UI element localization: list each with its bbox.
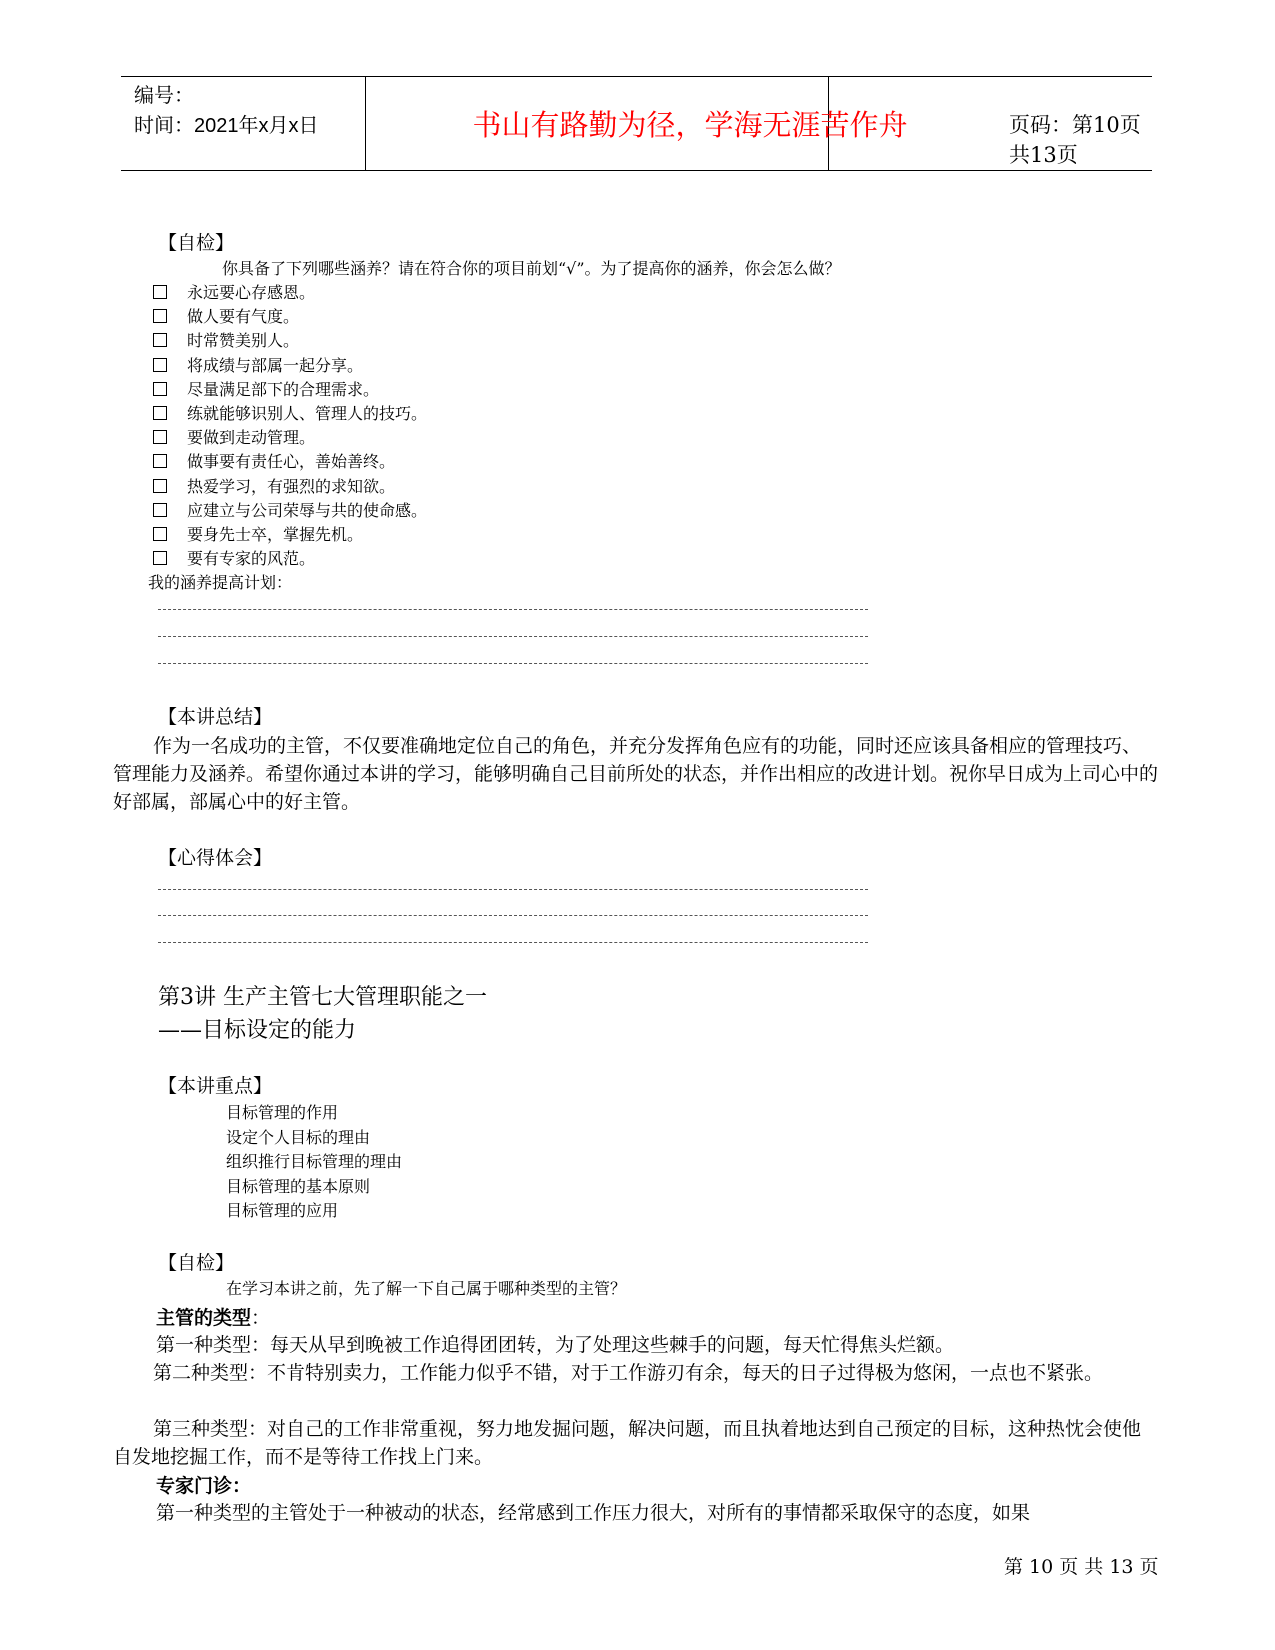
checkbox[interactable]: [153, 551, 167, 565]
checklist-item: [153, 474, 395, 497]
key-point-item: 组织推行目标管理的理由: [226, 1152, 403, 1171]
header-page-label: 页码：第10页 共13页: [1009, 113, 1141, 167]
checklist-item: [153, 328, 299, 351]
self-check-heading: 【自检】: [158, 232, 235, 254]
plan-label: 我的涵养提高计划：: [148, 573, 293, 592]
checkbox[interactable]: [153, 333, 167, 347]
checklist-item: [153, 449, 395, 472]
blank-line: [158, 889, 868, 890]
type-1-text: 第一种类型：每天从早到晚被工作追得团团转，为了处理这些棘手的问题，每天忙得焦头烂额。: [156, 1334, 955, 1356]
checkbox[interactable]: [153, 382, 167, 396]
checklist-item: [153, 546, 315, 569]
type-2-text: 第二种类型：不肯特别卖力，工作能力似乎不错，对于工作游刃有余，每天的日子过得极为悠闲，一点也不紧张。: [153, 1362, 1104, 1384]
types-heading: 主管的类型: [156, 1307, 252, 1329]
lecture-subtitle: ——目标设定的能力: [158, 1018, 357, 1043]
checklist-item: [153, 353, 363, 376]
self-check-question: 你具备了下列哪些涵养？请在符合你的项目前划“√”。为了提高你的涵养，你会怎么做？: [222, 259, 841, 278]
checklist-item: [153, 304, 299, 327]
checkbox[interactable]: [153, 309, 167, 323]
checklist-item-label: 时常赞美别人。: [187, 331, 300, 351]
checkbox[interactable]: [153, 479, 167, 493]
checklist-item: [153, 377, 379, 400]
blank-line: [158, 663, 868, 664]
lecture-title: 第3讲 生产主管七大管理职能之一: [158, 985, 487, 1010]
checklist-item: [153, 280, 315, 303]
checklist-item-label: 热爱学习，有强烈的求知欲。: [187, 476, 396, 496]
type-3-text: 第三种类型：对自己的工作非常重视，努力地发掘问题，解决问题，而且执着地达到自己预定的目标，这种热忱会使他自发地挖掘工作，而不是等待工作找上门来。: [113, 1418, 1142, 1468]
checkbox[interactable]: [153, 430, 167, 444]
checklist-item-label: 做事要有责任心，善始善终。: [187, 452, 396, 472]
self-check-heading-2: 【自检】: [158, 1252, 235, 1274]
checklist-item: [153, 425, 315, 448]
self-check-text-2: 在学习本讲之前，先了解一下自己属于哪种类型的主管？: [226, 1279, 627, 1298]
checklist-item-label: 要身先士卒，掌握先机。: [187, 525, 364, 544]
header-left-cell: [134, 81, 319, 141]
time-label: 时间：2021年x月x日: [134, 115, 319, 137]
checkbox[interactable]: [153, 358, 167, 372]
blank-line: [158, 915, 868, 916]
checkbox[interactable]: [153, 503, 167, 517]
summary-text: 作为一名成功的主管，不仅要准确地定位自己的角色，并充分发挥角色应有的功能，同时还应该具备相应的管理技巧、管理能力及涵养。希望你通过本讲的学习，能够明确自己目前所处的状态，并作出相应的改进计划。祝你早日成为上司心中的好部属，部属心中的好主管。: [113, 735, 1159, 813]
page-header: [121, 76, 1152, 171]
blank-line: [158, 609, 868, 610]
key-point-item: 目标管理的应用: [226, 1201, 339, 1220]
key-point-item: 目标管理的基本原则: [226, 1176, 371, 1196]
checklist-item: [153, 522, 363, 545]
number-label: 编号：: [134, 85, 194, 107]
checkbox[interactable]: [153, 527, 167, 541]
key-point-item: 设定个人目标的理由: [226, 1127, 371, 1147]
checkbox[interactable]: [153, 406, 167, 420]
header-motto: 书山有路勤为径，学海无涯苦作舟: [472, 108, 908, 142]
types-heading-line: [156, 1303, 270, 1330]
checkbox[interactable]: [153, 285, 167, 299]
checklist-item: [153, 401, 427, 424]
checklist-item-label: 永远要心存感恩。: [187, 283, 316, 302]
summary-heading: 【本讲总结】: [158, 706, 273, 728]
header-divider: [365, 77, 366, 170]
blank-line: [158, 942, 868, 943]
checkbox[interactable]: [153, 454, 167, 468]
types-colon: ：: [251, 1307, 271, 1329]
checklist-item-label: 练就能够识别人、管理人的技巧。: [187, 404, 428, 423]
key-point-item: 目标管理的作用: [226, 1103, 339, 1122]
key-points-heading: 【本讲重点】: [158, 1075, 273, 1097]
checklist-item-label: 要有专家的风范。: [187, 549, 316, 569]
checklist-item-label: 要做到走动管理。: [187, 428, 316, 448]
checklist-item-label: 应建立与公司荣辱与共的使命感。: [187, 500, 428, 520]
blank-line: [158, 636, 868, 637]
footer-page-number: 第 10 页 共 13 页: [1004, 1556, 1159, 1578]
checklist-item-label: 做人要有气度。: [187, 307, 300, 327]
checklist-item-label: 尽量满足部下的合理需求。: [187, 379, 380, 399]
reflection-heading: 【心得体会】: [158, 847, 273, 869]
checklist-item-label: 将成绩与部属一起分享。: [187, 355, 364, 375]
expert-text: 第一种类型的主管处于一种被动的状态，经常感到工作压力很大，对所有的事情都采取保守的态度，如果: [156, 1502, 1031, 1524]
expert-heading: 专家门诊：: [156, 1475, 252, 1497]
checklist-item: [153, 498, 427, 521]
